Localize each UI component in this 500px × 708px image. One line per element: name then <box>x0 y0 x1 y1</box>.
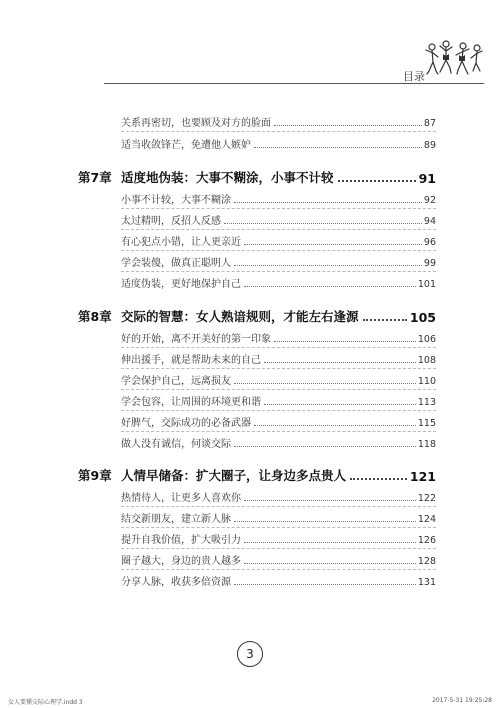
divider <box>121 569 436 570</box>
chapter-number: 第7章 <box>78 170 112 185</box>
chapter-title: 人情早储备：扩大圈子，让身边多点贵人 <box>121 468 347 483</box>
toc-entry-title: 做人没有诚信，何谈交际 <box>121 439 231 450</box>
toc-entry-title: 小事不计较，大事不糊涂 <box>121 195 231 206</box>
footer-file-label: 女人要懂交际心理学.indd 3 <box>8 699 83 706</box>
toc-entry[interactable] <box>121 488 436 504</box>
divider <box>121 229 436 230</box>
toc-entry-title: 关系再密切，也要顾及对方的脸面 <box>121 118 271 129</box>
chapter-heading[interactable] <box>78 466 436 484</box>
dot-leader <box>274 125 422 126</box>
toc-entry[interactable] <box>121 572 436 588</box>
toc-entry-page: 118 <box>417 439 436 450</box>
dot-leader <box>264 362 416 363</box>
dot-leader <box>234 521 416 522</box>
toc-entry[interactable] <box>121 232 436 248</box>
toc-entry-page: 108 <box>417 355 436 366</box>
toc-entry-page: 87 <box>423 118 436 129</box>
dot-leader <box>244 542 416 543</box>
divider <box>121 131 436 132</box>
chapter-heading[interactable] <box>78 307 436 325</box>
divider <box>121 548 436 549</box>
divider <box>121 506 436 507</box>
toc-entry[interactable] <box>121 253 436 269</box>
toc-entry[interactable] <box>121 350 436 366</box>
toc-entry-title: 学会包容，让周围的环境更和谐 <box>121 397 261 408</box>
toc-entry-page: 106 <box>417 334 436 345</box>
toc-entry[interactable] <box>121 551 436 567</box>
chapter-title: 适度地伪装：大事不糊涂，小事不计较 <box>121 170 334 185</box>
chapter-number: 第9章 <box>78 468 112 483</box>
toc-entry-page: 101 <box>417 279 436 290</box>
toc-entry-page: 99 <box>423 258 436 269</box>
dancing-figures-illustration <box>424 38 484 82</box>
divider <box>121 368 436 369</box>
toc-entry[interactable] <box>121 190 436 206</box>
divider <box>121 347 436 348</box>
toc-entry-page: 115 <box>417 418 436 429</box>
toc-entry-page: 113 <box>417 397 436 408</box>
dot-leader <box>234 202 422 203</box>
toc-entry[interactable] <box>121 434 436 450</box>
toc-entry-page: 89 <box>423 140 436 151</box>
dot-leader <box>244 500 416 501</box>
toc-entry-title: 热情待人，让更多人喜欢你 <box>121 493 241 504</box>
dot-leader <box>254 147 422 148</box>
toc-entry-title: 提升自我价值，扩大吸引力 <box>121 535 241 546</box>
dot-leader <box>350 478 407 480</box>
toc-entry-title: 伸出援手，就是帮助未来的自己 <box>121 355 261 366</box>
toc-entry-title: 有心犯点小错，让人更亲近 <box>121 237 241 248</box>
chapter-heading[interactable] <box>78 168 436 186</box>
toc-entry[interactable] <box>121 509 436 525</box>
dot-leader <box>254 425 416 426</box>
toc-entry-title: 圈子越大，身边的贵人越多 <box>121 556 241 567</box>
toc-entry-title: 太过精明，反招人反感 <box>121 216 221 227</box>
toc-entry-page: 126 <box>417 535 436 546</box>
dot-leader <box>234 584 416 585</box>
toc-entry[interactable] <box>121 392 436 408</box>
chapter-page: 105 <box>409 310 436 325</box>
toc-entry[interactable] <box>121 371 436 387</box>
dot-leader <box>363 319 407 321</box>
dot-leader <box>234 446 416 447</box>
divider <box>121 431 436 432</box>
toc-entry[interactable] <box>121 211 436 227</box>
dot-leader <box>224 223 422 224</box>
dot-leader <box>274 341 416 342</box>
divider <box>121 389 436 390</box>
toc-entry-page: 122 <box>417 493 436 504</box>
toc-entry-title: 学会保护自己，远离损友 <box>121 376 231 387</box>
chapter-number: 第8章 <box>78 309 112 324</box>
toc-entry-title: 结交新朋友，建立新人脉 <box>121 514 231 525</box>
toc-entry[interactable] <box>121 274 436 290</box>
divider <box>121 410 436 411</box>
toc-entry-page: 128 <box>417 556 436 567</box>
toc-entry-page: 110 <box>417 376 436 387</box>
page-number: 3 <box>237 641 263 667</box>
toc-entry-page: 124 <box>417 514 436 525</box>
toc-entry-title: 好脾气，交际成功的必备武器 <box>121 418 251 429</box>
dot-leader <box>244 244 422 245</box>
chapter-page: 121 <box>409 469 436 484</box>
toc-entry-title: 分享人脉，收获多倍资源 <box>121 577 231 588</box>
dot-leader <box>244 563 416 564</box>
toc-entry-title: 学会装傻，做真正聪明人 <box>121 258 231 269</box>
divider <box>121 208 436 209</box>
divider <box>121 527 436 528</box>
toc-entry-title: 适度伪装，更好地保护自己 <box>121 279 241 290</box>
toc-entry-title: 好的开始，离不开美好的第一印象 <box>121 334 271 345</box>
chapter-page: 91 <box>418 171 436 186</box>
header-label: 目录 <box>403 70 425 83</box>
toc-entry[interactable] <box>121 113 436 129</box>
header-divider <box>104 83 484 84</box>
footer-timestamp: 2017-5-31 19:25:28 <box>432 697 492 704</box>
toc-entry-page: 96 <box>423 237 436 248</box>
toc-entry-page: 131 <box>417 577 436 588</box>
toc-entry-title: 适当收敛锋芒，免遭他人嫉妒 <box>121 140 251 151</box>
divider <box>121 271 436 272</box>
toc-entry[interactable] <box>121 413 436 429</box>
dot-leader <box>234 265 422 266</box>
toc-entry[interactable] <box>121 530 436 546</box>
divider <box>121 250 436 251</box>
chapter-title: 交际的智慧：女人熟谙规则，才能左右逢源 <box>121 309 359 324</box>
toc-entry[interactable] <box>121 135 436 151</box>
dot-leader <box>244 286 416 287</box>
toc-entry-page: 92 <box>423 195 436 206</box>
dot-leader <box>234 383 416 384</box>
dot-leader <box>338 180 416 182</box>
toc-entry[interactable] <box>121 329 436 345</box>
dot-leader <box>264 404 416 405</box>
toc-entry-page: 94 <box>423 216 436 227</box>
